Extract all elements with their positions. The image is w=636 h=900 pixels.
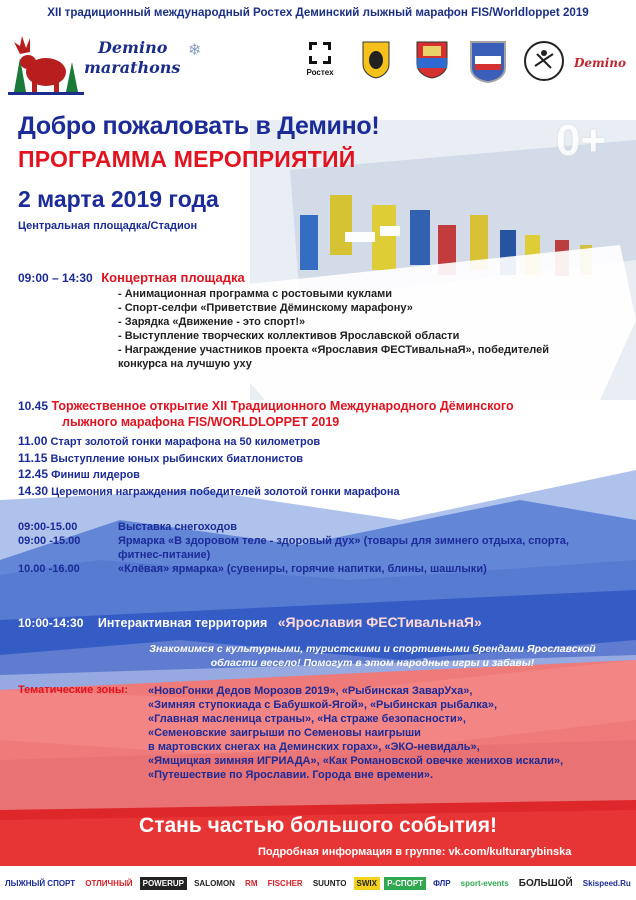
concert-item: - Спорт-селфи «Приветствие Дёминскому марафону» <box>118 302 413 314</box>
snowflake-icon: ❄ <box>188 42 202 59</box>
concert-items <box>118 287 618 371</box>
concert-section <box>18 269 245 287</box>
sponsor-logo: FISCHER <box>267 878 303 888</box>
schedule-time: 14.30 <box>18 483 49 498</box>
zone-line: «Главная масленица страны», «На страже безопасности», <box>148 713 466 725</box>
fairs-section <box>18 520 618 576</box>
concert-item: конкурса на лучшую уху <box>118 358 252 370</box>
sponsor-logo: SWIX <box>354 877 380 890</box>
schedule-text: Финиш лидеров <box>51 469 140 481</box>
opening-title-row <box>18 398 628 414</box>
program-heading: ПРОГРАММА МЕРОПРИЯТИЙ <box>18 146 356 172</box>
concert-time: 09:00 – 14:30 <box>18 271 93 285</box>
moose-logo-icon <box>6 28 86 98</box>
zones-label: Тематические зоны: <box>18 684 128 696</box>
zone-line: «Ямщицкая зимняя ИГРИАДА», «Как Романовской овечке женихов искали», <box>148 755 564 767</box>
fair-text: Выставка снегоходов <box>118 521 238 533</box>
interactive-section <box>18 614 628 632</box>
fair-text: «Клёвая» ярмарка» (сувениры, горячие напитки, блины, шашлыки) <box>118 563 487 575</box>
event-date: 2 марта 2019 года <box>18 186 219 212</box>
interactive-desc-line1: Знакомимся с культурными, туристскими и спортивными брендами Ярославской <box>149 643 596 655</box>
interactive-name: «Ярославия ФЕСТивальнаЯ» <box>277 614 482 630</box>
yaroslavl-shield-icon <box>361 40 391 80</box>
schedule-row <box>18 484 618 499</box>
zone-line: «Зимняя ступокиада с Бабушкой-Ягой», «Рыбинская рыбалка», <box>148 699 498 711</box>
partner-logos <box>298 40 627 96</box>
rostec-label: Ростех <box>306 68 334 77</box>
race-schedule <box>18 434 618 499</box>
concert-item: - Награждение участников проекта «Ярославия ФЕСТивальнаЯ», победителей <box>118 344 550 356</box>
age-rating: 0+ <box>556 116 607 165</box>
schedule-time: 11.00 <box>18 434 48 448</box>
zone-line: в мартовских снегах на Деминских горах», «ЭКО-невидаль», <box>148 741 480 753</box>
sponsor-logo: SUUNTO <box>312 878 347 888</box>
schedule-row <box>18 434 618 449</box>
concert-item: - Анимационная программа с ростовыми куклами <box>118 288 393 300</box>
sponsor-logo: ЛЫЖНЫЙ СПОРТ <box>5 878 76 888</box>
sponsor-logo: БОЛЬШОЙ <box>518 877 573 889</box>
schedule-row <box>18 467 618 482</box>
worldloppet-logo <box>522 40 566 88</box>
sponsor-logo: ФЛР <box>433 878 451 888</box>
sponsor-logo: RM <box>245 878 258 888</box>
demino-logo-label: Demino <box>573 56 627 70</box>
worldloppet-icon <box>523 40 565 82</box>
welcome-heading: Добро пожаловать в Демино! <box>18 112 380 140</box>
venue-label: Центральная площадка/Стадион <box>18 220 198 232</box>
fair-time: 09:00 -15.00 <box>18 535 81 547</box>
interactive-desc-line2: области весело! Помогут в этом народные игры и забавы! <box>210 657 535 669</box>
interactive-label: Интерактивная территория <box>97 616 268 630</box>
schedule-text: Выступление юных рыбинских биатлонистов <box>50 452 304 465</box>
zone-line: «НовоГонки Дедов Морозов 2019», «Рыбинская ЗаварУха», <box>148 685 473 697</box>
russia-loppet-logo <box>466 40 510 88</box>
demino-logo <box>573 40 627 88</box>
fair-text: фитнес-питание) <box>118 549 211 561</box>
rybinsk-coat-of-arms <box>410 40 454 88</box>
opening-title-line1: Торжественное открытие XII Традиционного Международного Дёминского <box>51 399 514 413</box>
schedule-text: Старт золотой гонки марафона на 50 километров <box>50 436 321 448</box>
fair-text: Ярмарка «В здоровом теле - здоровый дух» (товары для зимнего отдыха, спорта, <box>118 535 569 547</box>
sponsor-logo: sport-events <box>460 878 509 888</box>
fair-time: 10.00 -16.00 <box>18 563 80 575</box>
brand-line1: Demino <box>98 38 168 57</box>
interactive-time: 10:00-14:30 <box>18 616 84 630</box>
more-info-link[interactable]: Подробная информация в группе: vk.com/kulturarybinska <box>258 846 572 858</box>
fair-time: 09:00-15.00 <box>18 521 78 533</box>
rostec-logo <box>298 40 342 88</box>
schedule-time: 11.15 <box>18 450 48 465</box>
fair-row <box>18 562 618 576</box>
concert-item: - Зарядка «Движение - это спорт!» <box>118 316 306 328</box>
zones-list <box>148 684 628 782</box>
russia-loppet-icon <box>469 40 507 84</box>
fair-row <box>18 534 618 548</box>
sponsor-logo: SALOMON <box>194 878 235 888</box>
yaroslavl-coat-of-arms <box>354 40 398 88</box>
sponsor-logo: ОТЛИЧНЫЙ <box>85 878 133 888</box>
opening-time: 10.45 <box>18 399 49 413</box>
schedule-text: Церемония награждения победителей золотой гонки марафона <box>51 485 400 498</box>
fair-row <box>18 520 618 534</box>
brand-name <box>84 38 180 78</box>
opening-section <box>18 398 628 430</box>
rostec-icon <box>307 40 333 66</box>
rybinsk-shield-icon <box>415 40 449 80</box>
brand-line2: marathons <box>84 58 181 77</box>
sponsor-logo: Skispeed.Ru <box>582 878 631 888</box>
opening-title-line2: лыжного марафона FIS/WORLDLOPPET 2019 <box>62 415 340 429</box>
interactive-description <box>120 642 625 670</box>
zone-line: «Путешествие по Ярославии. Города вне времени». <box>148 769 434 781</box>
sponsor-logo: Р-СПОРТ <box>384 877 426 890</box>
schedule-row <box>18 451 618 466</box>
sponsor-logo: POWERUP <box>140 877 187 890</box>
sponsor-strip <box>0 866 636 900</box>
concert-item: - Выступление творческих коллективов Ярославской области <box>118 330 460 342</box>
zone-line: «Семеновские заигрыши по Семеновы наигрыши <box>148 727 421 739</box>
call-to-action: Стань частью большого события! <box>139 814 497 837</box>
fair-time <box>18 548 118 562</box>
concert-title: Концертная площадка <box>101 270 245 285</box>
schedule-time: 12.45 <box>18 467 49 481</box>
fair-row <box>18 548 618 562</box>
event-title: XII традиционный международный Ростех Деминский лыжный марафон FIS/Worldloppet 2019 <box>47 6 589 19</box>
